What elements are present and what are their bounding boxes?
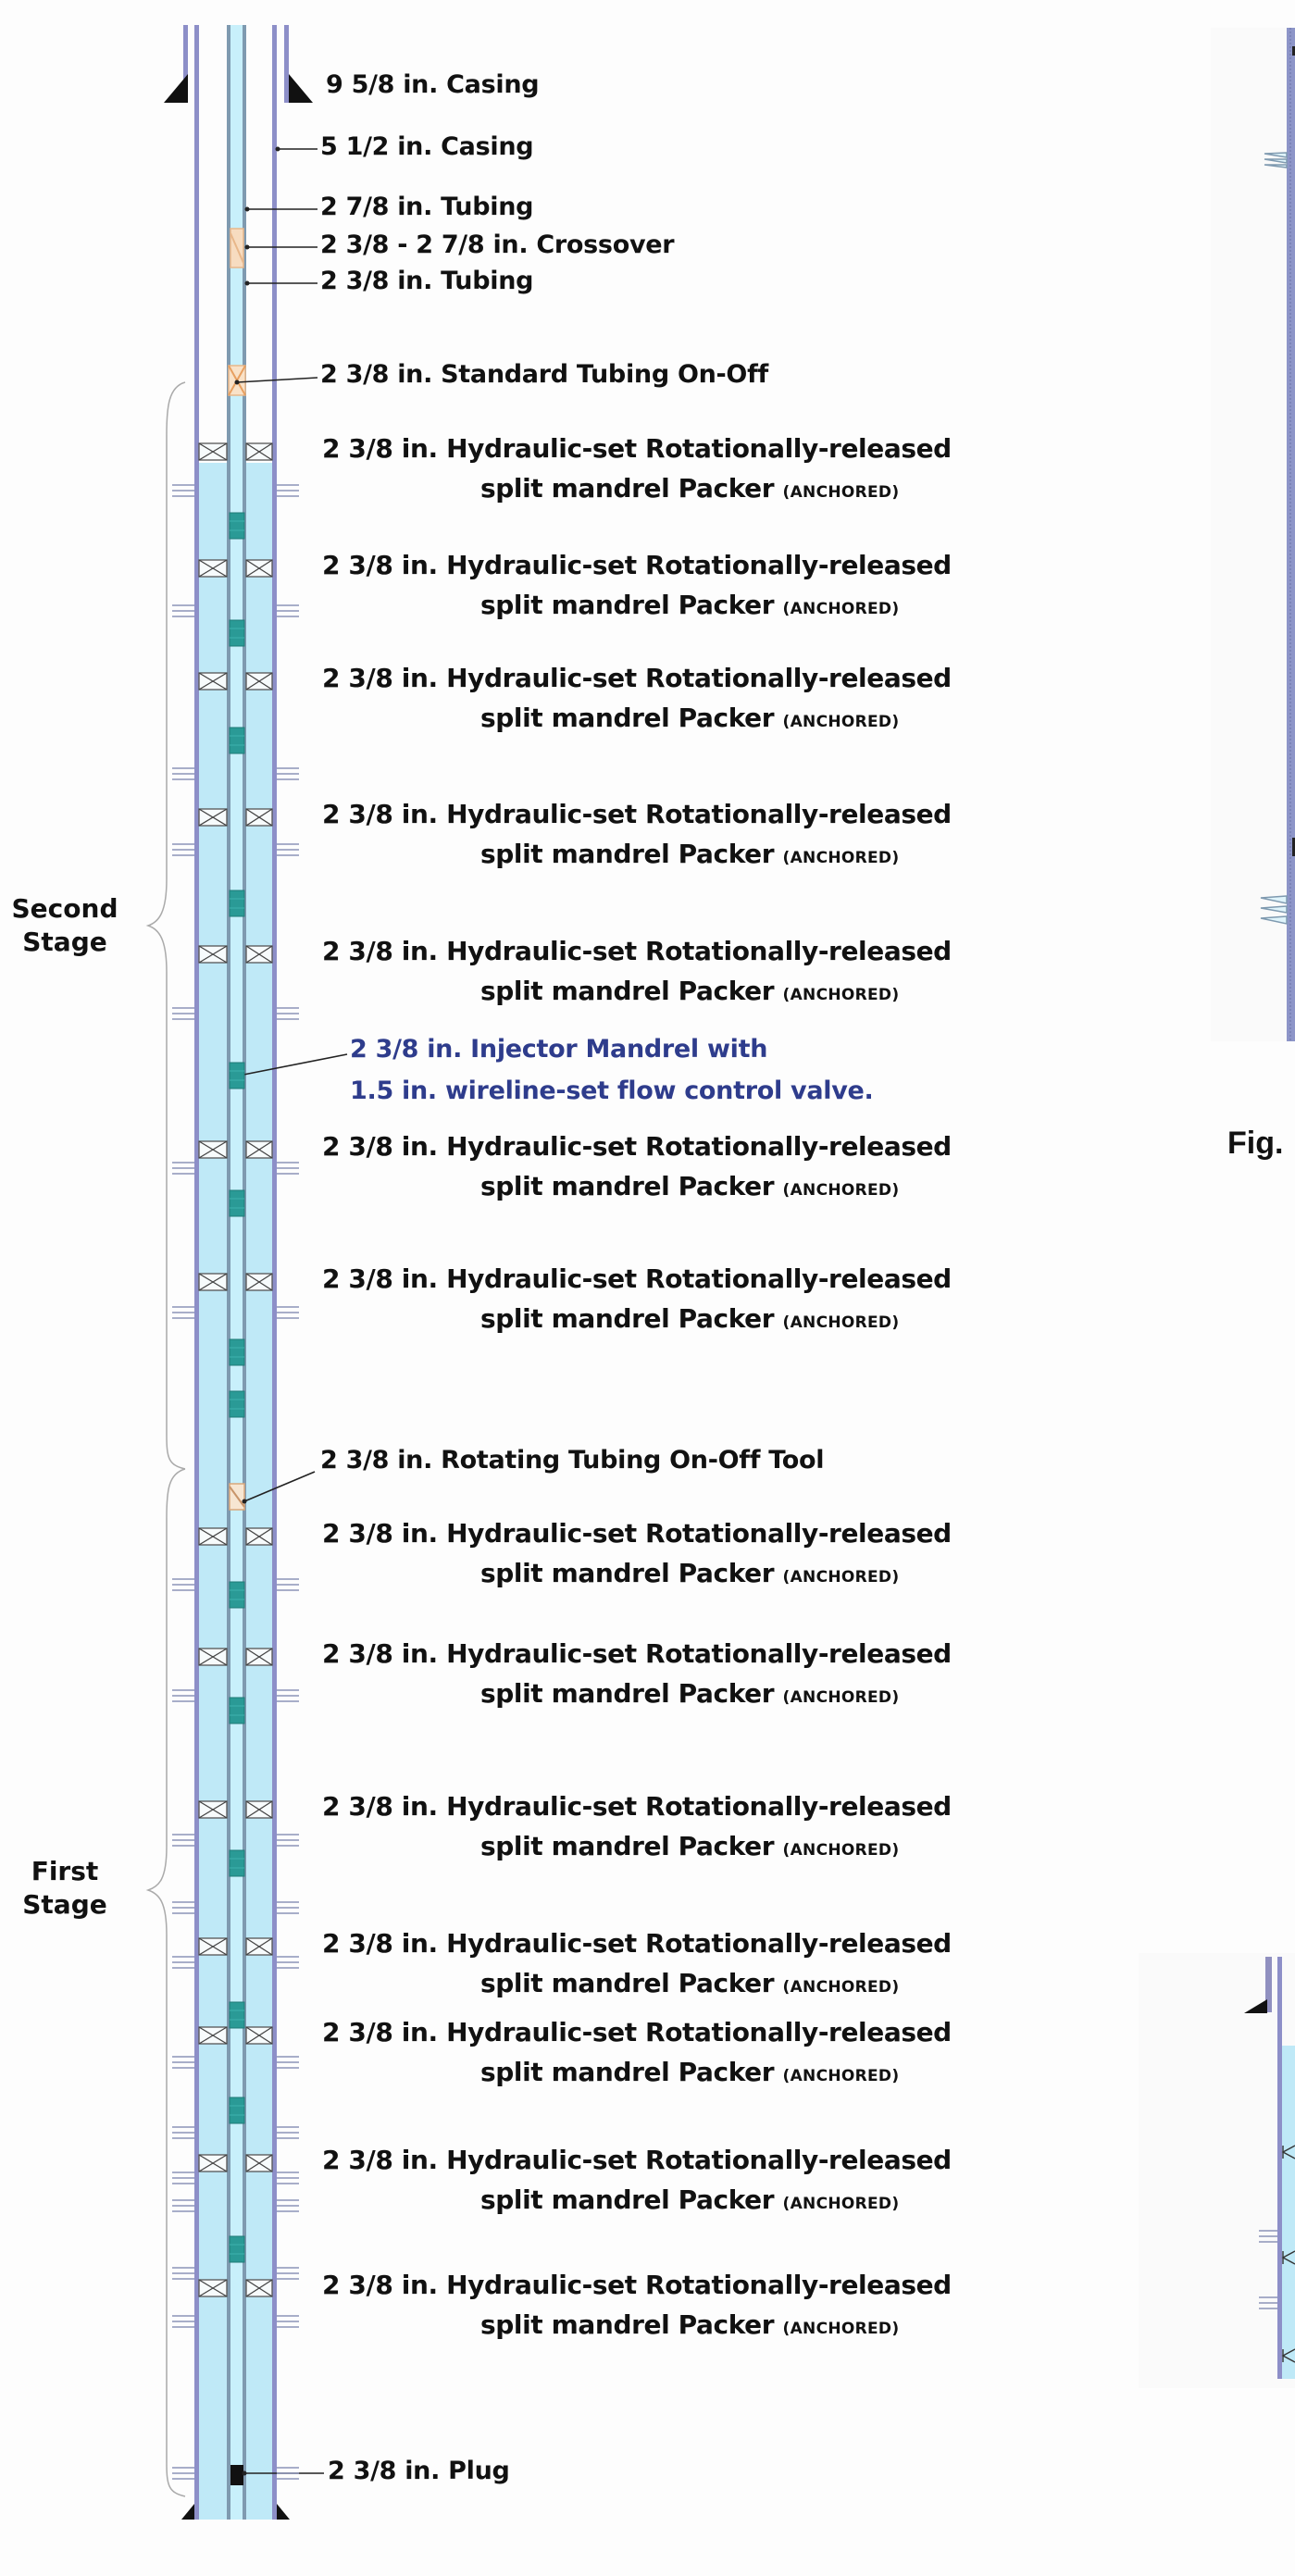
label-casing-9-5-8: 9 5/8 in. Casing	[326, 70, 540, 99]
packer-label-line2: split mandrel Packer (ANCHORED)	[480, 2184, 900, 2215]
packer-label-line2: split mandrel Packer (ANCHORED)	[480, 839, 900, 869]
mandrel-icon	[230, 890, 244, 916]
packer-label-line1: 2 3/8 in. Hydraulic-set Rotationally-released	[322, 1638, 952, 1669]
anchored-tag: (ANCHORED)	[782, 483, 900, 502]
mandrel-icon	[230, 1063, 244, 1089]
casing-9-5-8-right	[284, 25, 289, 103]
anchored-tag: (ANCHORED)	[782, 600, 900, 618]
mandrel-icon	[230, 1850, 244, 1876]
casing-5-1-2-left	[194, 25, 199, 2520]
mandrel-icon	[230, 1582, 244, 1608]
anchored-tag: (ANCHORED)	[782, 1688, 900, 1707]
packer-label	[322, 936, 1053, 1006]
first-stage-line2: Stage	[22, 1889, 107, 1920]
second-stage-line1: Second	[11, 893, 118, 924]
right-panel-upper	[1211, 28, 1295, 1041]
casing-shoe-right-icon	[289, 74, 313, 103]
packer-label-line2: split mandrel Packer (ANCHORED)	[480, 2309, 900, 2340]
label-casing-5-1-2: 5 1/2 in. Casing	[320, 132, 534, 161]
label-rotating-on-off: 2 3/8 in. Rotating Tubing On-Off Tool	[320, 1446, 825, 1475]
mandrel-icon	[230, 728, 244, 753]
right-annulus-lower	[1282, 2046, 1295, 2379]
tubing-fill	[230, 25, 243, 2520]
mandrel-icon	[230, 1698, 244, 1724]
packer-label-line2: split mandrel Packer (ANCHORED)	[480, 473, 900, 504]
packer-label-line1: 2 3/8 in. Hydraulic-set Rotationally-released	[322, 799, 952, 829]
packer-label-line1: 2 3/8 in. Hydraulic-set Rotationally-released	[322, 433, 952, 464]
mandrel-icon	[230, 1391, 244, 1417]
label-second-stage	[0, 892, 130, 959]
packer-label-line2: split mandrel Packer (ANCHORED)	[480, 976, 900, 1006]
packer-label-line1: 2 3/8 in. Hydraulic-set Rotationally-released	[322, 2145, 952, 2175]
packer-label-line1: 2 3/8 in. Hydraulic-set Rotationally-released	[322, 1131, 952, 1162]
packer-label-line2: split mandrel Packer (ANCHORED)	[480, 1558, 900, 1588]
casing-shoe-left-icon	[164, 74, 188, 103]
casing-5-1-2-right	[272, 25, 277, 2520]
packer-label-line2: split mandrel Packer (ANCHORED)	[480, 1968, 900, 1998]
first-stage-brace	[148, 1469, 185, 2496]
mandrel-icon	[230, 2097, 244, 2123]
packer-label-line2: split mandrel Packer (ANCHORED)	[480, 2057, 900, 2087]
packer-label-line2: split mandrel Packer (ANCHORED)	[480, 1831, 900, 1861]
right-casing-lower	[1277, 1957, 1282, 2379]
right-panel-lower	[1139, 1953, 1295, 2388]
figure-caption-text: Fig.	[1227, 1126, 1284, 1161]
anchored-tag: (ANCHORED)	[782, 1841, 900, 1860]
mandrel-icon	[230, 1339, 244, 1365]
figure-caption	[1227, 1126, 1283, 1162]
packer-label	[322, 2145, 1053, 2215]
mandrel-icon	[230, 1190, 244, 1216]
tubing-wall-left	[227, 25, 230, 2520]
packer-label-line2: split mandrel Packer (ANCHORED)	[480, 1171, 900, 1201]
anchored-tag: (ANCHORED)	[782, 2320, 900, 2338]
bottom-shoe-left-icon	[181, 2504, 194, 2520]
plug-icon	[230, 2465, 243, 2485]
anchored-tag: (ANCHORED)	[782, 849, 900, 867]
second-stage-line2: Stage	[22, 927, 107, 957]
packer-label	[322, 1263, 1053, 1334]
packer-label-line1: 2 3/8 in. Hydraulic-set Rotationally-released	[322, 550, 952, 580]
anchored-tag: (ANCHORED)	[782, 2195, 900, 2213]
packer-label-line2: split mandrel Packer (ANCHORED)	[480, 1678, 900, 1709]
first-stage-line1: First	[31, 1856, 99, 1886]
packer-label	[322, 433, 1053, 504]
bottom-shoe-right-icon	[277, 2504, 290, 2520]
packer-label	[322, 663, 1053, 733]
packer-label-line1: 2 3/8 in. Hydraulic-set Rotationally-released	[322, 936, 952, 966]
packer-label-line1: 2 3/8 in. Hydraulic-set Rotationally-released	[322, 2017, 952, 2047]
packer-label-line1: 2 3/8 in. Hydraulic-set Rotationally-released	[322, 1791, 952, 1822]
packer-label	[322, 799, 1053, 869]
label-first-stage	[0, 1855, 130, 1922]
anchored-tag: (ANCHORED)	[782, 713, 900, 731]
packer-label-line1: 2 3/8 in. Hydraulic-set Rotationally-released	[322, 2270, 952, 2300]
label-injector-line2: 1.5 in. wireline-set flow control valve.	[350, 1076, 874, 1105]
label-standard-on-off: 2 3/8 in. Standard Tubing On-Off	[320, 360, 768, 389]
label-tubing-2-3-8: 2 3/8 in. Tubing	[320, 267, 534, 295]
packer-label-line1: 2 3/8 in. Hydraulic-set Rotationally-released	[322, 1928, 952, 1959]
anchored-tag: (ANCHORED)	[782, 2067, 900, 2085]
packer-label-line2: split mandrel Packer (ANCHORED)	[480, 703, 900, 733]
label-tubing-2-7-8: 2 7/8 in. Tubing	[320, 193, 534, 221]
mandrel-icon	[230, 2236, 244, 2262]
tubing-wall-right	[243, 25, 246, 2520]
label-plug: 2 3/8 in. Plug	[328, 2457, 510, 2485]
second-stage-brace	[148, 382, 185, 1469]
packer-label	[322, 550, 1053, 620]
anchored-tag: (ANCHORED)	[782, 986, 900, 1004]
packer-label-line1: 2 3/8 in. Hydraulic-set Rotationally-released	[322, 1263, 952, 1294]
mandrel-icon	[230, 620, 244, 646]
label-crossover: 2 3/8 - 2 7/8 in. Crossover	[320, 230, 675, 259]
packer-label	[322, 2017, 1053, 2087]
packer-label	[322, 1928, 1053, 1998]
packer-label-line2: split mandrel Packer (ANCHORED)	[480, 1303, 900, 1334]
mandrel-icon	[230, 2002, 244, 2028]
packer-label-line1: 2 3/8 in. Hydraulic-set Rotationally-released	[322, 663, 952, 693]
mandrel-icon	[230, 513, 244, 539]
packer-label	[322, 1791, 1053, 1861]
anchored-tag: (ANCHORED)	[782, 1568, 900, 1587]
packer-label-line2: split mandrel Packer (ANCHORED)	[480, 590, 900, 620]
packer-label	[322, 1131, 1053, 1201]
packer-label	[322, 1638, 1053, 1709]
label-injector-line1: 2 3/8 in. Injector Mandrel with	[350, 1035, 768, 1064]
anchored-tag: (ANCHORED)	[782, 1978, 900, 1997]
packer-label	[322, 1518, 1053, 1588]
anchored-tag: (ANCHORED)	[782, 1181, 900, 1200]
packer-label	[322, 2270, 1053, 2340]
packer-label-line1: 2 3/8 in. Hydraulic-set Rotationally-released	[322, 1518, 952, 1549]
anchored-tag: (ANCHORED)	[782, 1313, 900, 1332]
